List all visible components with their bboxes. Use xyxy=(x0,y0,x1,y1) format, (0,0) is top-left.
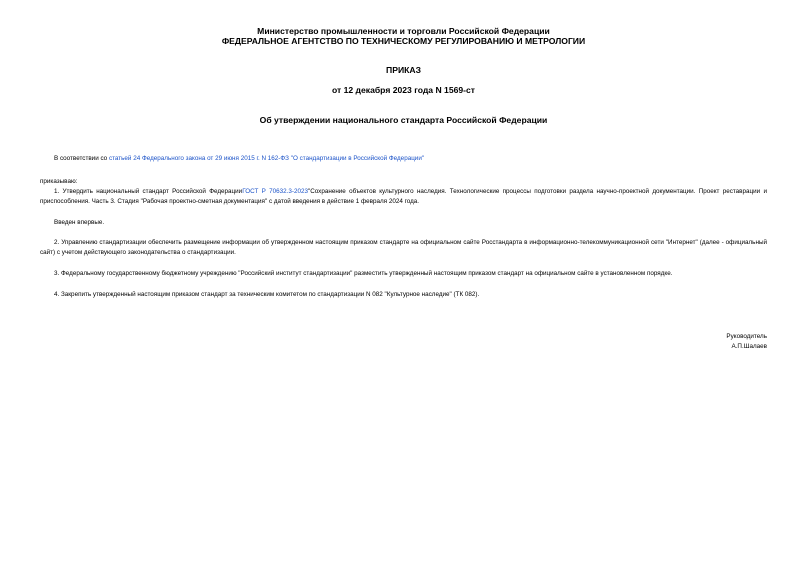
item-1-suffix: "Сохранение объектов культурного наследия. Технологические процессы подготовки раздела научно-проектной документации. Проект реставрации и приспособления. Часть 3. Стадия "Рабочая проектно-сметная документация" с датой введения в действие 1 февраля 2024 года. xyxy=(40,188,767,205)
introduced-note: Введен впервые. xyxy=(54,219,105,226)
signer-role: Руководитель xyxy=(726,333,767,340)
item-3: 3. Федеральному государственному бюджетному учреждению "Российский институт стандартизации" разместить утвержденный настоящим приказом стандарт на официальном сайте в установленном порядке. xyxy=(54,270,673,277)
law-article-link[interactable]: статьей 24 Федерального закона от 29 июня 2015 г. N 162-ФЗ "О стандартизации в Российской Федерации" xyxy=(108,155,425,162)
document-date-number: от 12 декабря 2023 года N 1569-ст xyxy=(331,85,476,95)
document-type: ПРИКАЗ xyxy=(386,65,421,75)
ministry-name: Министерство промышленности и торговли Российской Федерации xyxy=(257,26,550,36)
order-word: приказываю: xyxy=(40,178,78,185)
preamble-prefix: В соответствии со xyxy=(54,155,109,162)
document-title: Об утверждении национального стандарта Российской Федерации xyxy=(259,115,548,125)
item-2: 2. Управлению стандартизации обеспечить размещение информации об утвержденном настоящим приказом стандарте на официальном сайте Росстандарта в информационно-телекоммуникационной сети "Интернет" (далее - официальный сайт) с учетом действующего законодательства о стандартизации. xyxy=(40,239,767,256)
item-1 xyxy=(40,187,767,207)
preamble xyxy=(54,154,424,164)
agency-name: ФЕДЕРАЛЬНОЕ АГЕНТСТВО ПО ТЕХНИЧЕСКОМУ РЕГУЛИРОВАНИЮ И МЕТРОЛОГИИ xyxy=(221,36,586,46)
item-1-prefix: 1. Утвердить национальный стандарт Российской Федерации xyxy=(54,188,243,195)
item-4: 4. Закрепить утвержденный настоящим приказом стандарт за техническим комитетом по стандартизации N 082 "Культурное наследие" (ТК 082). xyxy=(54,291,480,298)
signer-name: А.П.Шалаев xyxy=(731,343,767,350)
gost-standard-link[interactable]: ГОСТ Р 70632.3-2023 xyxy=(242,188,308,195)
